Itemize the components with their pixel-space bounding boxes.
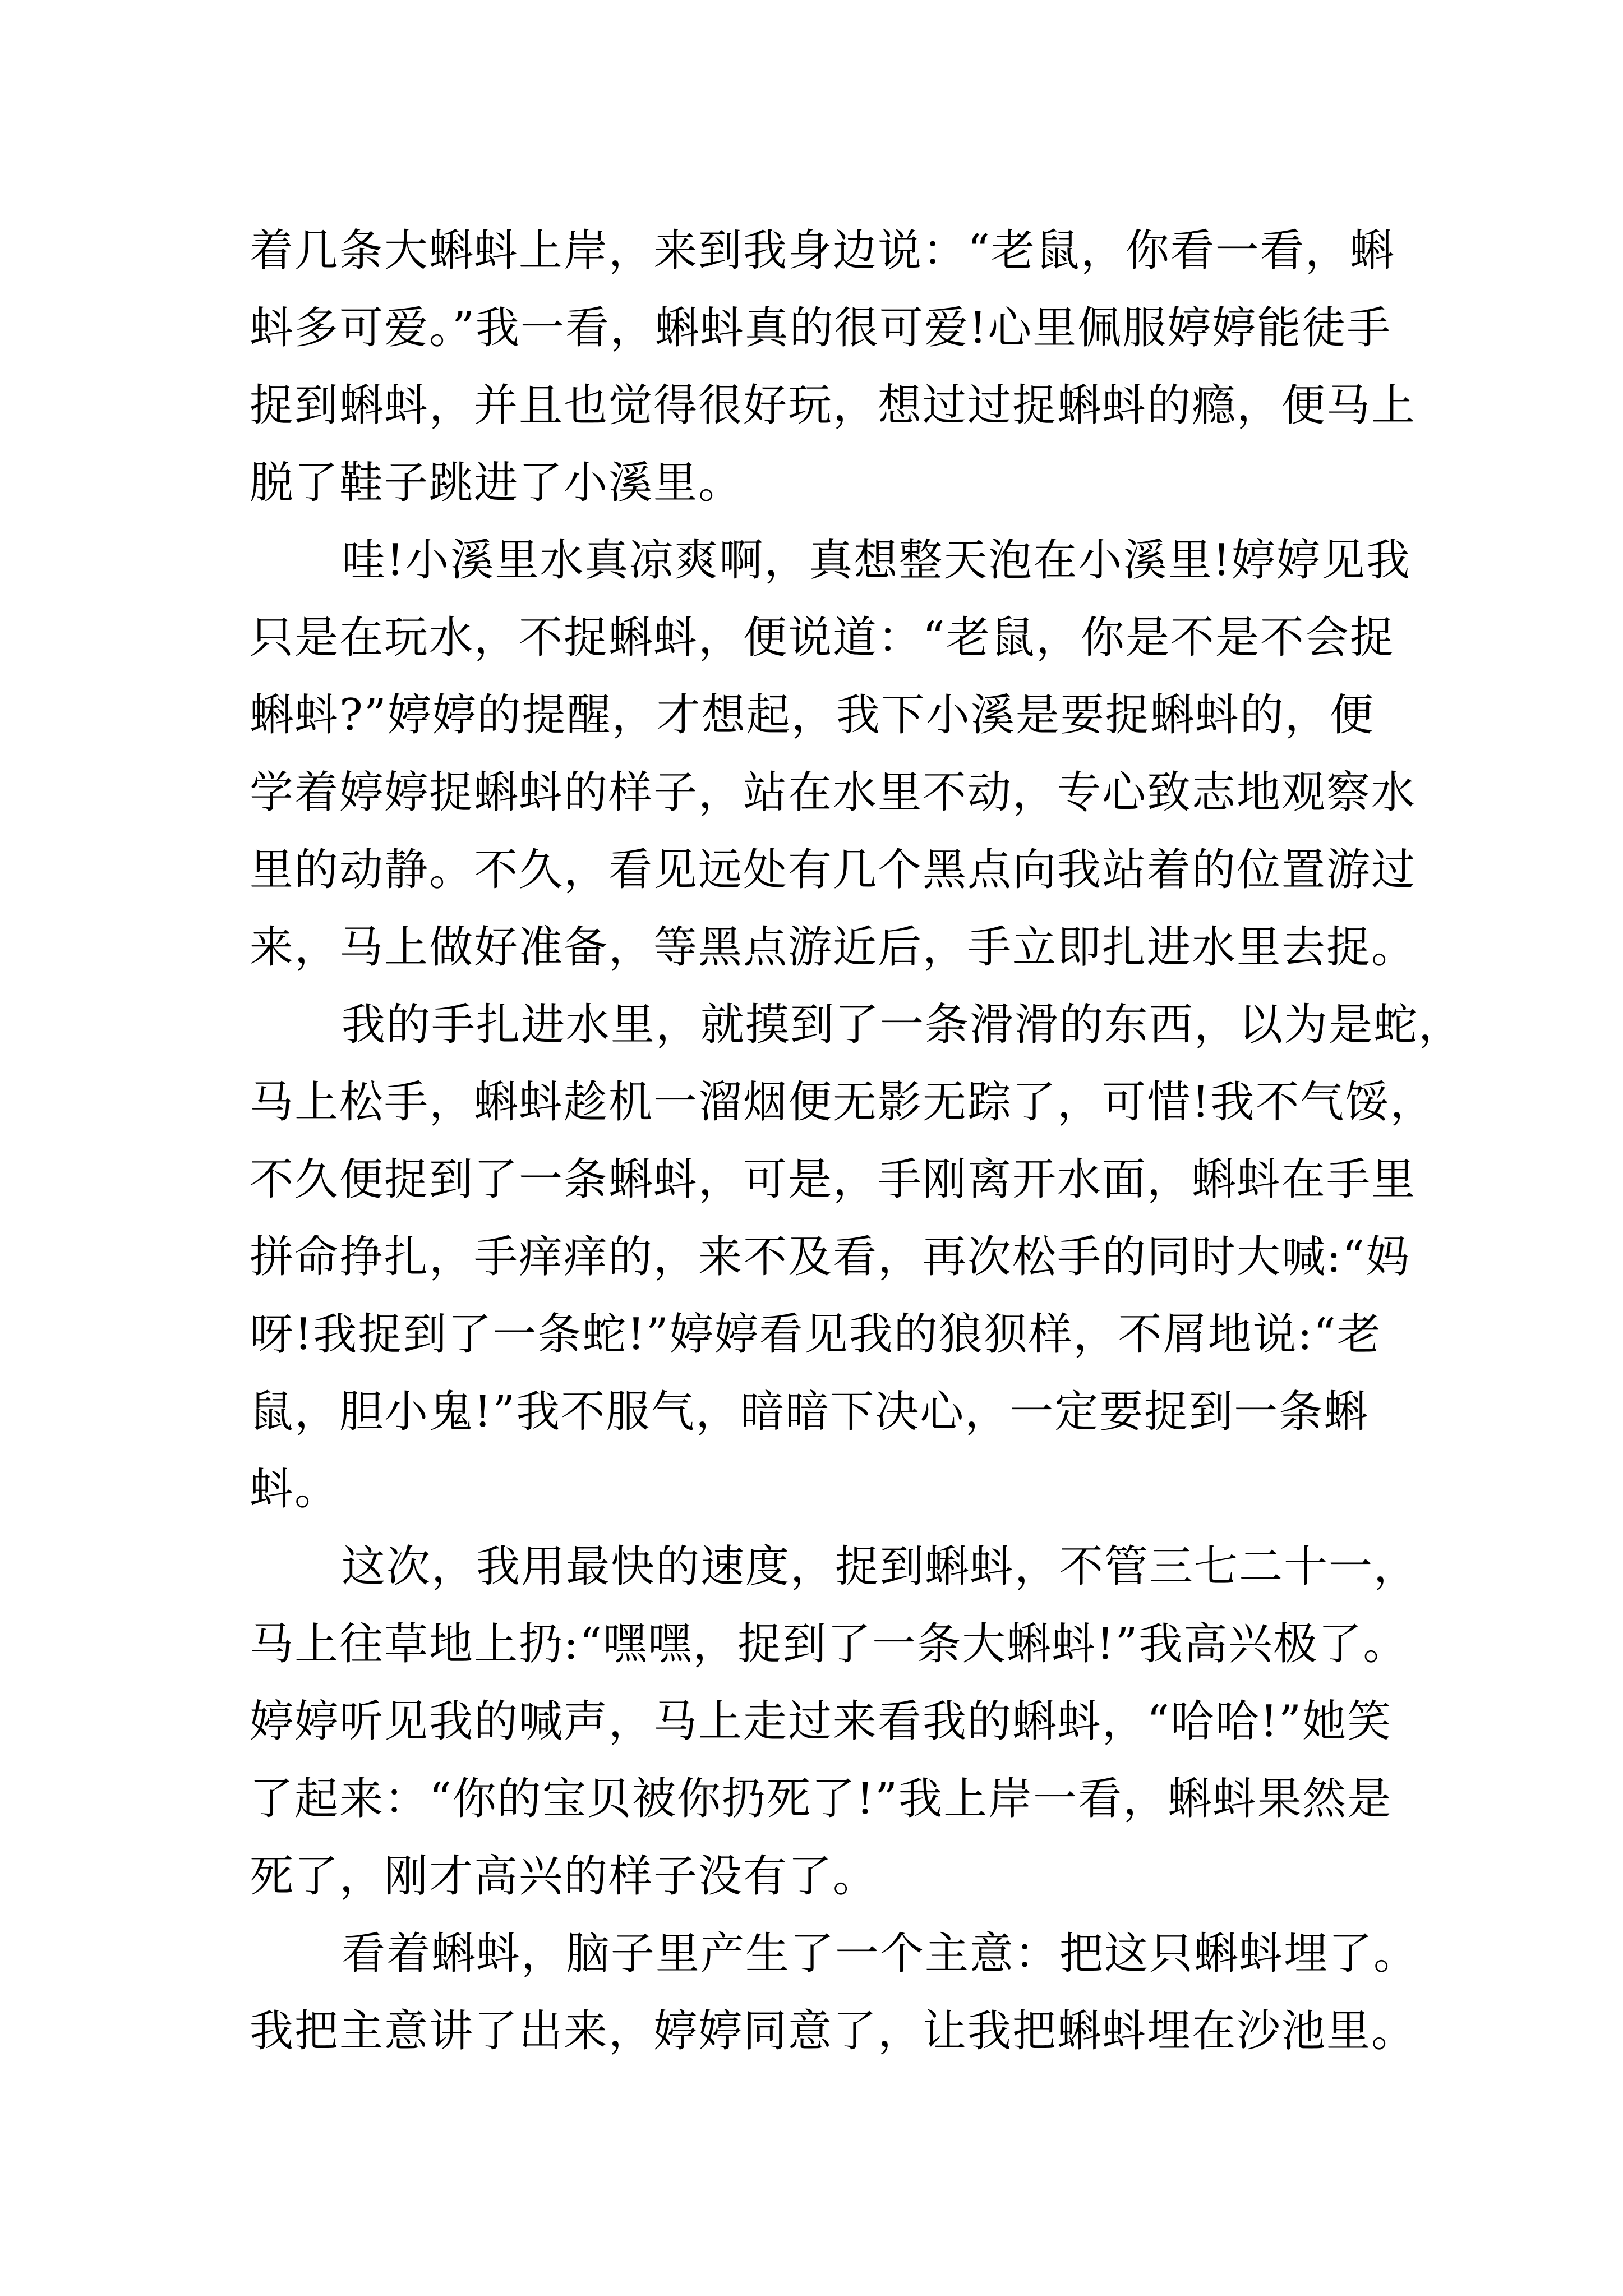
text-line: 我的手扎进水里，就摸到了一条滑滑的东西，以为是蛇， [342,1000,1464,1050]
text-line: 我把主意讲了出来，婷婷同意了，让我把蝌蚪埋在沙池里。 [250,2006,1417,2056]
text-line: 这次，我用最快的速度，捉到蝌蚪，不管三七二十一， [342,1542,1419,1592]
text-line: 看着蝌蚪，脑子里产生了一个主意：把这只蝌蚪埋了。 [342,1929,1419,1979]
paragraph-2 [250,522,1417,986]
text-line: 马上往草地上扔:“嘿嘿，捉到了一条大蝌蚪!”我高兴极了。 [250,1619,1408,1669]
text-line: 蚪多可爱。”我一看，蝌蚪真的很可爱!心里佩服婷婷能徒手 [250,303,1392,353]
text-line: 马上松手，蝌蚪趁机一溜烟便无影无踪了，可惜!我不气馁， [250,1077,1435,1128]
text-line: 蝌蚪?”婷婷的提醒，才想起，我下小溪是要捉蝌蚪的，便 [250,690,1375,740]
text-line: 蚪。 [250,1464,340,1515]
text-line: 呀!我捉到了一条蛇!”婷婷看见我的狼狈样，不屑地说:“老 [250,1309,1382,1360]
text-line: 里的动静。不久，看见远处有几个黑点向我站着的位置游过 [250,845,1417,895]
body-text [250,212,1464,2070]
text-line: 哇!小溪里水真凉爽啊，真想整天泡在小溪里!婷婷见我 [342,535,1411,586]
text-line: 了起来：“你的宝贝被你扔死了!”我上岸一看，蝌蚪果然是 [250,1774,1393,1824]
text-line: 脱了鞋子跳进了小溪里。 [250,458,744,508]
text-line: 死了，刚才高兴的样子没有了。 [250,1851,878,1902]
text-line: 捉到蝌蚪，并且也觉得很好玩，想过过捉蝌蚪的瘾，便马上 [250,380,1417,431]
text-line: 学着婷婷捉蝌蚪的样子，站在水里不动，专心致志地观察水 [250,767,1417,818]
text-line: 鼠，胆小鬼!”我不服气，暗暗下决心，一定要捉到一条蝌 [250,1387,1369,1437]
text-line: 来，马上做好准备，等黑点游近后，手立即扎进水里去捉。 [250,922,1417,973]
text-line: 拼命挣扎，手痒痒的，来不及看，再次松手的同时大喊:“妈 [250,1232,1411,1282]
text-line: 不久便捉到了一条蝌蚪，可是，手刚离开水面，蝌蚪在手里 [250,1154,1417,1205]
paragraph-1 [250,212,1417,522]
paragraph-5 [250,1915,1419,2070]
text-line: 婷婷听见我的喊声，马上走过来看我的蝌蚪，“哈哈!”她笑 [250,1696,1393,1747]
text-line: 只是在玩水，不捉蝌蚪，便说道：“老鼠，你是不是不会捉 [250,613,1395,663]
text-line: 着几条大蝌蚪上岸，来到我身边说：“老鼠，你看一看，蝌 [250,226,1395,276]
paragraph-3 [250,986,1464,1528]
paragraph-4 [250,1528,1419,1915]
